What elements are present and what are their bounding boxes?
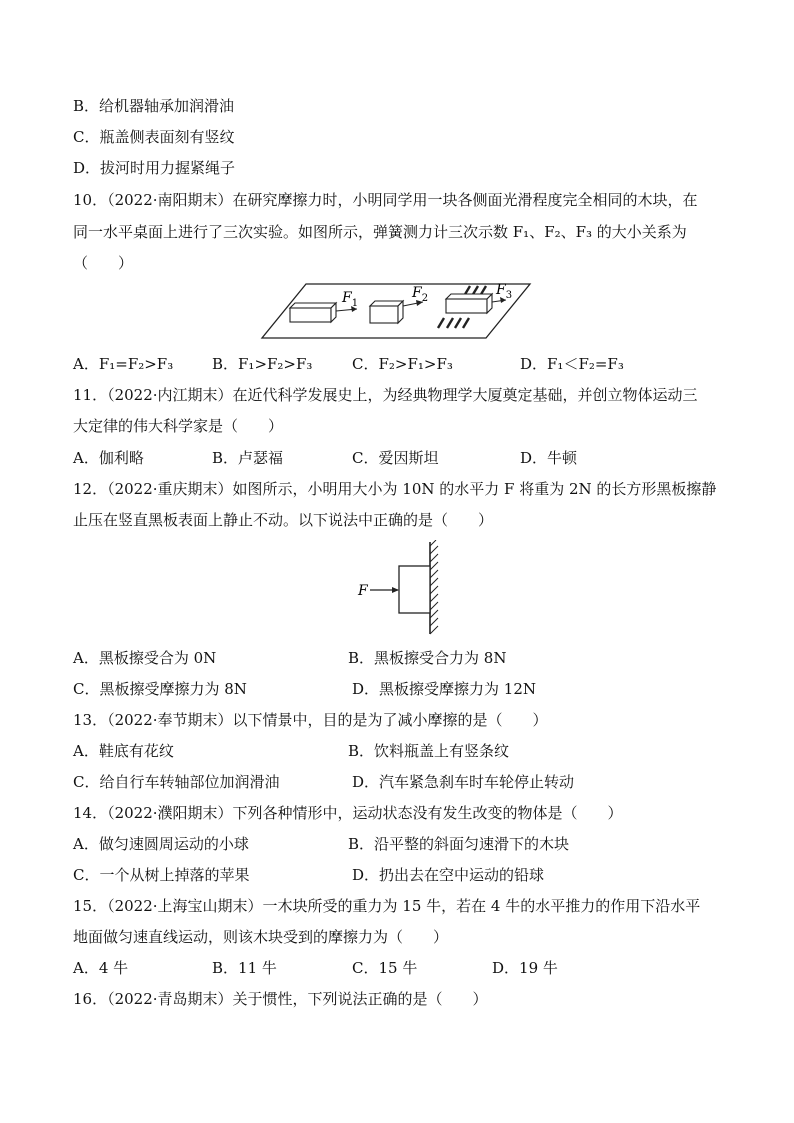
q15-option-b: B．11 牛 [212,959,277,977]
q12-option-a: A．黑板擦受合为 0N [73,649,217,667]
q12-stem-line2: 止压在竖直黑板表面上静止不动。以下说法中正确的是（ ） [73,511,494,529]
q16-stem: 16．（2022·青岛期末）关于惯性，下列说法正确的是（ ） [73,990,488,1008]
q11-stem-line2: 大定律的伟大科学家是（ ） [73,417,284,435]
q12-option-c: C．黑板擦受摩擦力为 8N [73,680,247,698]
q9-option-b: B．给机器轴承加润滑油 [73,97,235,115]
q14-option-c: C．一个从树上掉落的苹果 [73,866,250,884]
q10-option-c: C．F₂>F₁>F₃ [352,355,453,373]
q15-option-c: C．15 牛 [352,959,418,977]
eraser-block [399,566,430,613]
label-f3: $F_3$ [496,282,513,301]
q11-option-d: D．牛顿 [520,449,578,467]
q10-stem-line2: 同一水平桌面上进行了三次实验。如图所示，弹簧测力计三次示数 F₁、F₂、F₃ 的大小关系为 [73,223,687,241]
q15-option-a: A．4 牛 [73,959,129,977]
q15-stem-line1: 15．（2022·上海宝山期末）一木块所受的重力为 15 牛，若在 4 牛的水平推力的作用下沿水平 [73,897,701,915]
q10-option-b: B．F₁>F₂>F₃ [212,355,313,373]
q13-option-c: C．给自行车转轴部位加润滑油 [73,773,280,791]
label-f: F [358,583,368,599]
q11-stem-line1: 11．（2022·内江期末）在近代科学发展史上，为经典物理学大厦奠定基础，并创立物体运动三 [73,386,698,404]
q10-figure-table-blocks [260,282,535,342]
q10-option-a: A．F₁=F₂>F₃ [73,355,174,373]
q11-option-a: A．伽利略 [73,449,144,467]
q11-option-c: C．爱因斯坦 [352,449,439,467]
q12-option-d: D．黑板擦受摩擦力为 12N [352,680,537,698]
q15-option-d: D．19 牛 [492,959,558,977]
q9-option-d: D．拔河时用力握紧绳子 [73,159,236,177]
block-1 [290,303,336,322]
q12-option-b: B．黑板擦受合力为 8N [348,649,507,667]
label-f2: $F_2$ [412,285,429,304]
q9-option-c: C．瓶盖侧表面刻有竖纹 [73,128,235,146]
q14-option-d: D．扔出去在空中运动的铅球 [352,866,545,884]
q15-stem-line2: 地面做匀速直线运动，则该木块受到的摩擦力为（ ） [73,928,449,946]
q10-stem-line3: （ ） [73,254,134,272]
wall-hatching [430,540,438,634]
q13-option-d: D．汽车紧急刹车时车轮停止转动 [352,773,575,791]
label-f1: $F_1$ [342,290,359,309]
q12-figure-eraser-board [352,540,444,638]
q14-option-b: B．沿平整的斜面匀速滑下的木块 [348,835,570,853]
q13-stem: 13．（2022·奉节期末）以下情景中，目的是为了减小摩擦的是（ ） [73,711,548,729]
q11-option-b: B．卢瑟福 [212,449,284,467]
block-3 [446,294,492,313]
q12-stem-line1: 12．（2022·重庆期末）如图所示，小明用大小为 10N 的水平力 F 将重为 2N 的长方形黑板擦静 [73,480,717,498]
q10-option-d: D．F₁＜F₂=F₃ [520,355,624,373]
q10-stem-line1: 10．（2022·南阳期末）在研究摩擦力时，小明同学用一块各侧面光滑程度完全相同的木块，在 [73,191,698,209]
q14-stem: 14．（2022·濮阳期末）下列各种情形中，运动状态没有发生改变的物体是（ ） [73,804,623,822]
q14-option-a: A．做匀速圆周运动的小球 [73,835,249,853]
q13-option-b: B．饮料瓶盖上有竖条纹 [348,742,510,760]
q13-option-a: A．鞋底有花纹 [73,742,174,760]
block-2 [370,301,403,323]
